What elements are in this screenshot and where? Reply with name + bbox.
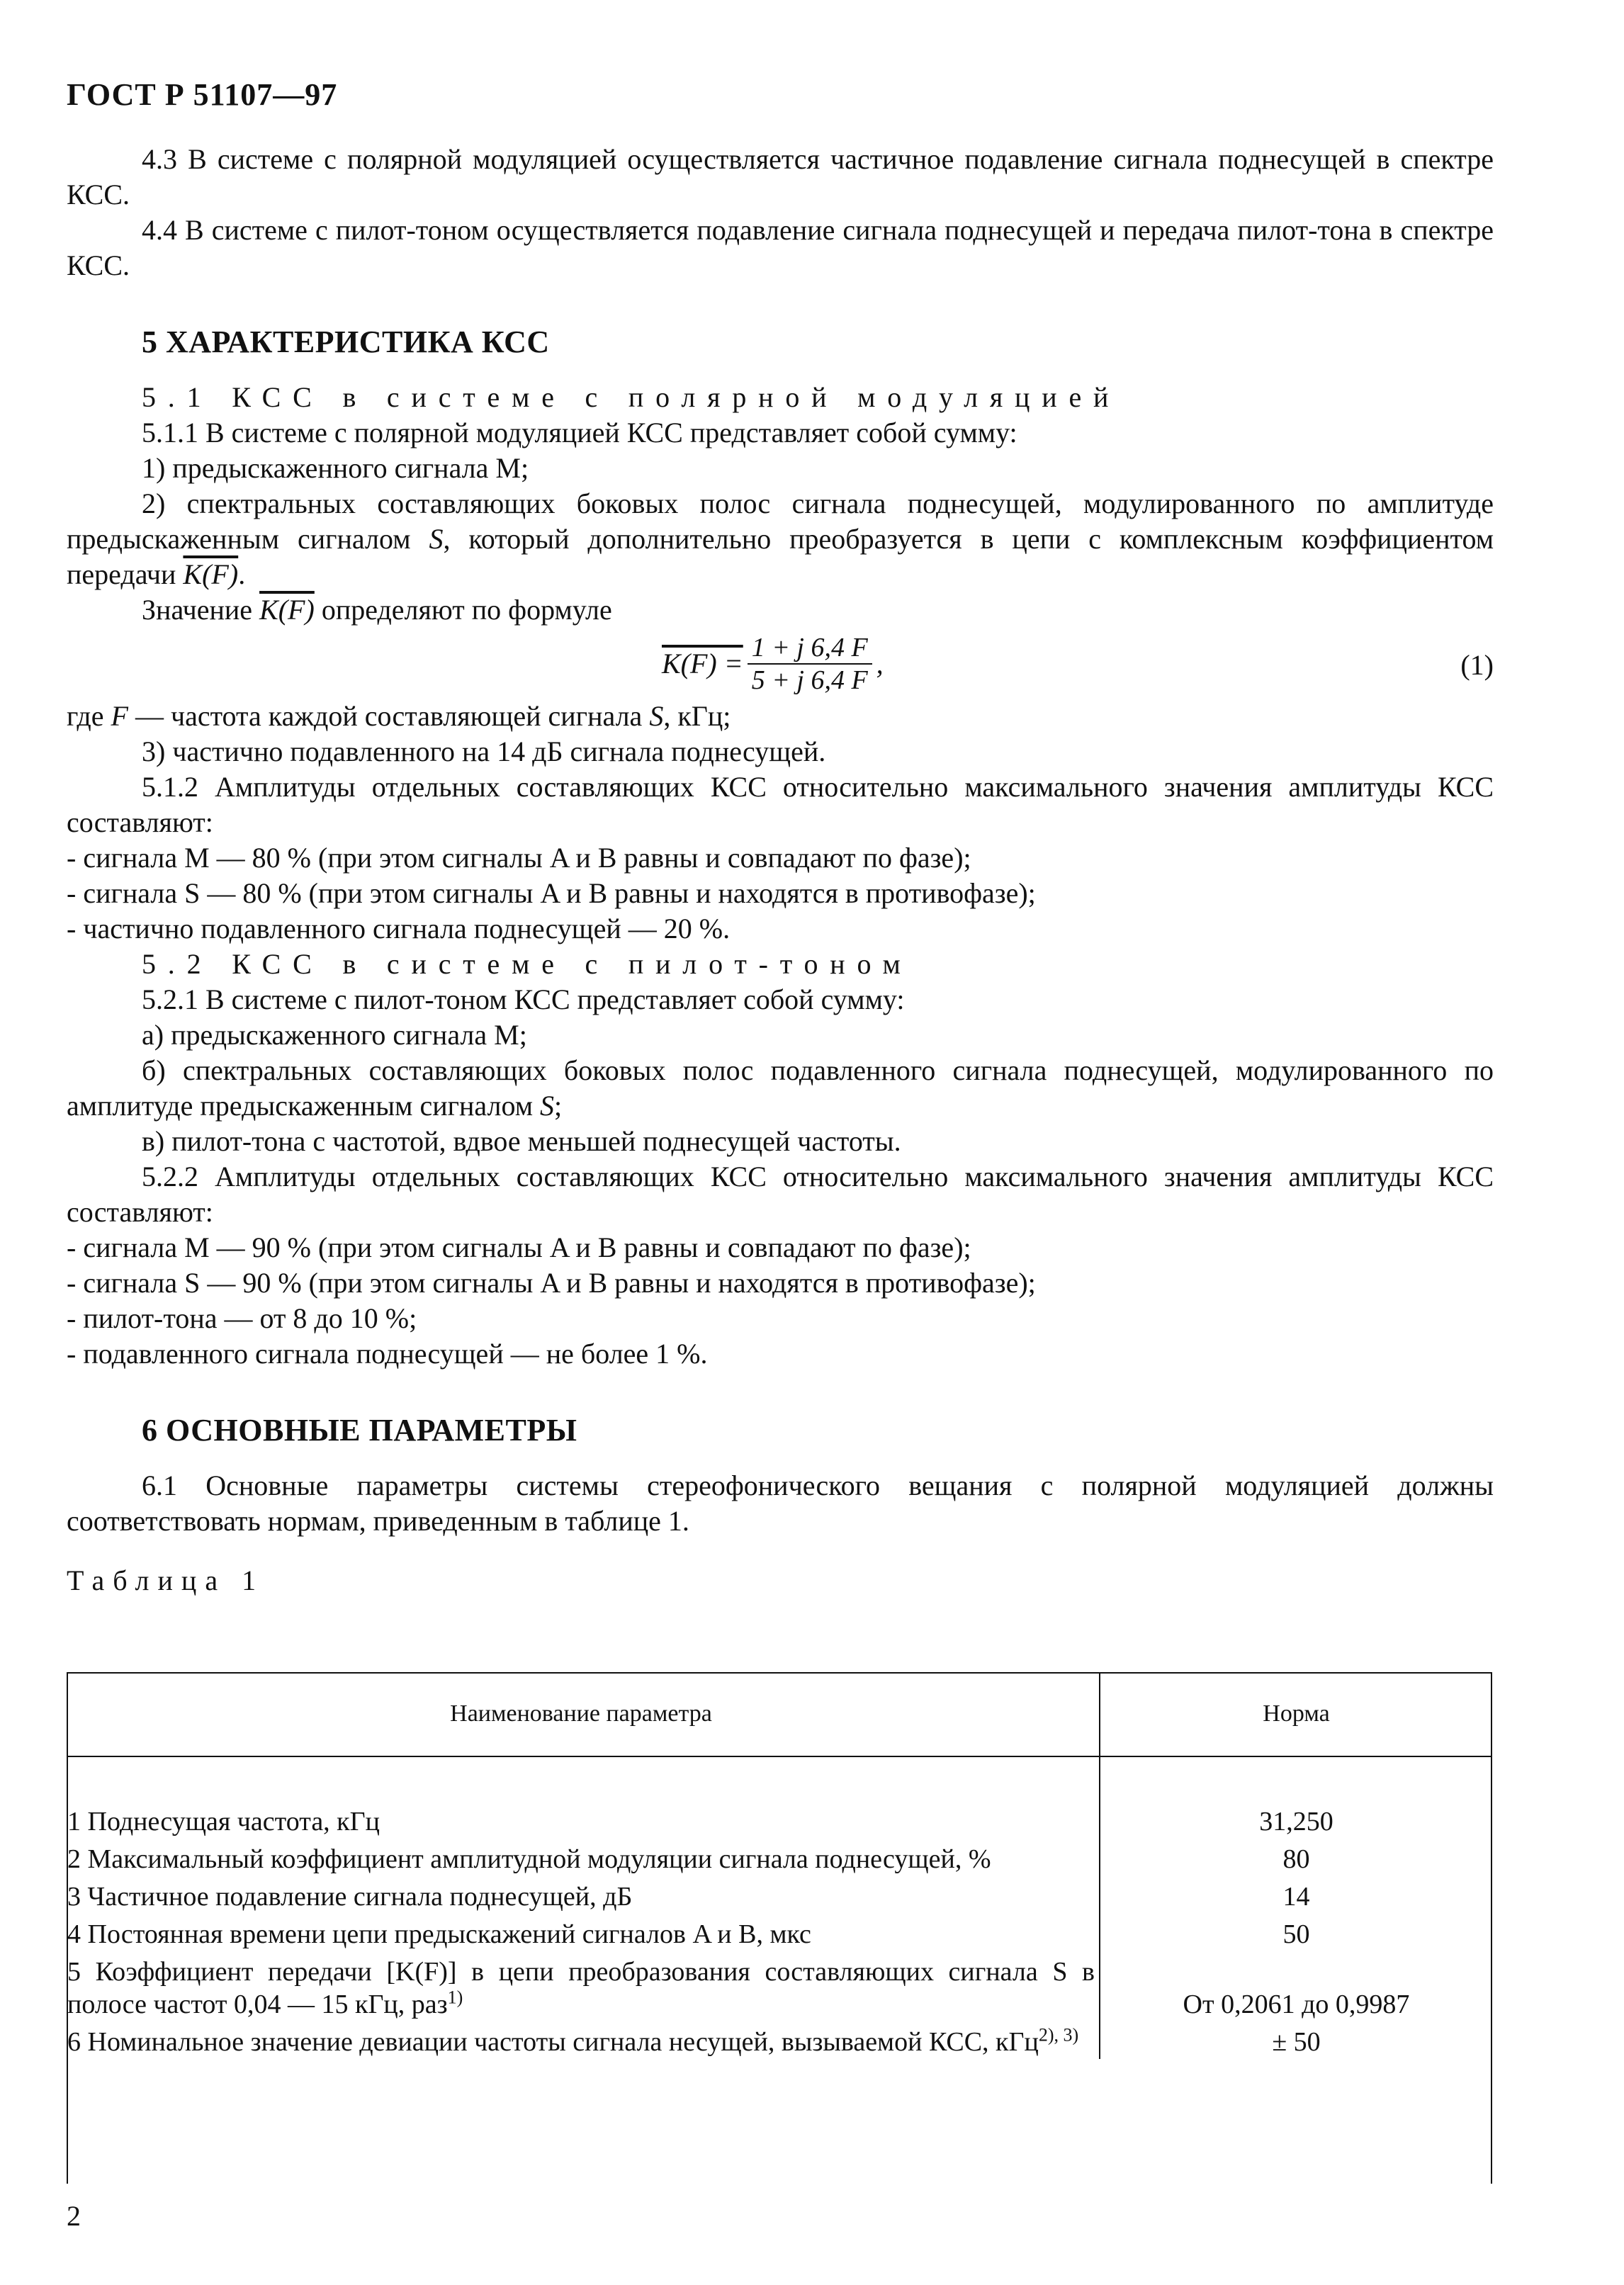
- formula-intro: [67, 592, 1494, 628]
- list-item-2-end: .: [238, 558, 246, 590]
- list-item-1: 1) предыскаженного сигнала М;: [142, 452, 529, 484]
- table-cell-name: 2 Максимальный коэффициент амплитудной модуляции сигнала поднесущей, %: [67, 1839, 1100, 1876]
- symbol-k-of-f: K(F): [183, 558, 239, 590]
- footnote-marker: 1): [447, 1987, 463, 2008]
- list-item-2-text-a: 2) спектральных составляющих боковых полос сигнала поднесущей, модулированного по амплитуде предыскаженным сигналом: [67, 487, 1494, 555]
- symbol-k-of-f: K(F): [259, 594, 315, 626]
- table-cell-value: 50: [1282, 1919, 1310, 1949]
- table-header-norm: Норма: [1100, 1672, 1492, 1756]
- body-text: [67, 142, 1494, 1598]
- footnote-marker: 2), 3): [1038, 2024, 1079, 2046]
- table-row: [67, 1876, 1492, 1914]
- formula-number: (1): [1460, 649, 1494, 681]
- symbol-f: F: [111, 700, 128, 732]
- page-number: 2: [67, 2200, 81, 2232]
- paragraph-5-2-1: 5.2.1 В системе с пилот-тоном КСС представляет собой сумму:: [142, 983, 905, 1015]
- formula-fraction: [748, 632, 872, 696]
- symbol-s: S: [649, 700, 664, 732]
- table-row: [67, 1756, 1492, 1839]
- list-item-2: [67, 486, 1494, 592]
- list-item-2-text-b: , который дополнительно преобразуется в цепи с комплексным коэффициентом передачи: [67, 523, 1494, 590]
- table-cell-name: 3 Частичное подавление сигнала поднесущей, дБ: [67, 1876, 1100, 1914]
- document-header: ГОСТ Р 51107—97: [67, 77, 338, 112]
- table-cell-name-text: 6 Номинальное значение девиации частоты сигнала несущей, вызываемой КСС, кГц: [67, 2027, 1039, 2057]
- paragraph-5-2-2: 5.2.2 Амплитуды отдельных составляющих КСС относительно максимального значения амплитуды КСС составляют:: [67, 1161, 1494, 1228]
- subsection-5-1-title: 5.1 КСС в системе с полярной модуляцией: [142, 381, 1121, 413]
- table-cell-name: 1 Поднесущая частота, кГц: [67, 1756, 1100, 1839]
- section-6-heading: 6 ОСНОВНЫЕ ПАРАМЕТРЫ: [142, 1413, 577, 1448]
- paragraph-5-1-1: 5.1.1 В системе с полярной модуляцией КСС представляет собой сумму:: [142, 417, 1017, 448]
- formula-intro-a: Значение: [142, 594, 260, 626]
- list-item-b-text: б) спектральных составляющих боковых полос подавленного сигнала поднесущей, модулированного по амплитуде предыскаженным сигналом: [67, 1054, 1494, 1122]
- paragraph-4-3: 4.3 В системе с полярной модуляцией осуществляется частичное подавление сигнала поднесущей в спектре КСС.: [67, 143, 1494, 210]
- table-cell-name: [67, 1951, 1100, 2021]
- table-row: [67, 2021, 1492, 2059]
- table-cell-value: 31,250: [1259, 1807, 1333, 1837]
- table-row: [67, 1839, 1492, 1876]
- dash-item-pilot: - пилот-тона — от 8 до 10 %;: [67, 1302, 417, 1334]
- formula-explanation-c: , кГц;: [663, 700, 731, 732]
- table-row: [67, 1951, 1492, 2021]
- formula-explanation: [67, 699, 1494, 734]
- table-row: [67, 1914, 1492, 1951]
- formula-explanation-a: где: [67, 700, 111, 732]
- list-item-b: [67, 1053, 1494, 1124]
- formula-trail: ,: [876, 648, 884, 679]
- symbol-s: S: [429, 523, 444, 555]
- symbol-s: S: [540, 1090, 555, 1122]
- dash-item-m-80: - сигнала M — 80 % (при этом сигналы A и B равны и совпадают по фазе);: [67, 842, 971, 874]
- paragraph-5-1-2: 5.1.2 Амплитуды отдельных составляющих КСС относительно максимального значения амплитуды КСС составляют:: [67, 771, 1494, 838]
- section-5-heading: 5 ХАРАКТЕРИСТИКА КСС: [142, 325, 550, 359]
- table-cell-name: [67, 2021, 1100, 2059]
- list-item-b-end: ;: [554, 1090, 563, 1122]
- paragraph-4-4: 4.4 В системе с пилот-тоном осуществляется подавление сигнала поднесущей и передача пилот-тона в спектре КСС.: [67, 214, 1494, 281]
- table-header-parameter: Наименование параметра: [67, 1672, 1100, 1756]
- list-item-v: в) пилот-тона с частотой, вдвое меньшей поднесущей частоты.: [142, 1125, 901, 1157]
- table-cell-value: 80: [1282, 1844, 1310, 1874]
- table-header-row: [67, 1672, 1492, 1756]
- formula-lhs: K(F) =: [662, 648, 743, 679]
- formula-intro-b: определяют по формуле: [314, 594, 612, 626]
- list-item-3: 3) частично подавленного на 14 дБ сигнала поднесущей.: [142, 735, 826, 767]
- dash-item-subcarrier-20: - частично подавленного сигнала поднесущей — 20 %.: [67, 913, 731, 944]
- formula-expression: [662, 632, 884, 696]
- parameters-table: [67, 1672, 1492, 2059]
- formula-denominator: 5 + j 6,4 F: [751, 665, 868, 695]
- subsection-5-2-title: 5.2 КСС в системе с пилот-тоном: [142, 948, 913, 980]
- formula-numerator: 1 + j 6,4 F: [748, 632, 872, 665]
- paragraph-6-1: 6.1 Основные параметры системы стереофонического вещания с полярной модуляцией должны соответствовать нормам, приведенным в таблице 1.: [67, 1469, 1494, 1537]
- dash-item-s-80: - сигнала S — 80 % (при этом сигналы A и B равны и находятся в противофазе);: [67, 877, 1036, 909]
- table-cell-value: От 0,2061 до 0,9987: [1183, 1990, 1410, 2019]
- table-cell-name-text: 5 Коэффициент передачи [K(F)] в цепи преобразования составляющих сигнала S в полосе частот 0,04 — 15 кГц, раз: [67, 1957, 1095, 2019]
- formula-1: [67, 628, 1494, 699]
- table-cell-value: ± 50: [1272, 2027, 1321, 2057]
- formula-explanation-b: — частота каждой составляющей сигнала: [128, 700, 650, 732]
- table-cell-name: 4 Постоянная времени цепи предыскажений сигналов A и B, мкс: [67, 1914, 1100, 1951]
- dash-item-s-90: - сигнала S — 90 % (при этом сигналы A и B равны и находятся в противофазе);: [67, 1267, 1036, 1299]
- dash-item-m-90: - сигнала M — 90 % (при этом сигналы A и B равны и совпадают по фазе);: [67, 1231, 971, 1263]
- table-cell-value: 14: [1282, 1882, 1310, 1912]
- dash-item-subcarrier-1: - подавленного сигнала поднесущей — не более 1 %.: [67, 1338, 708, 1370]
- list-item-a: а) предыскаженного сигнала М;: [142, 1019, 527, 1051]
- table-caption: Таблица 1: [67, 1564, 265, 1596]
